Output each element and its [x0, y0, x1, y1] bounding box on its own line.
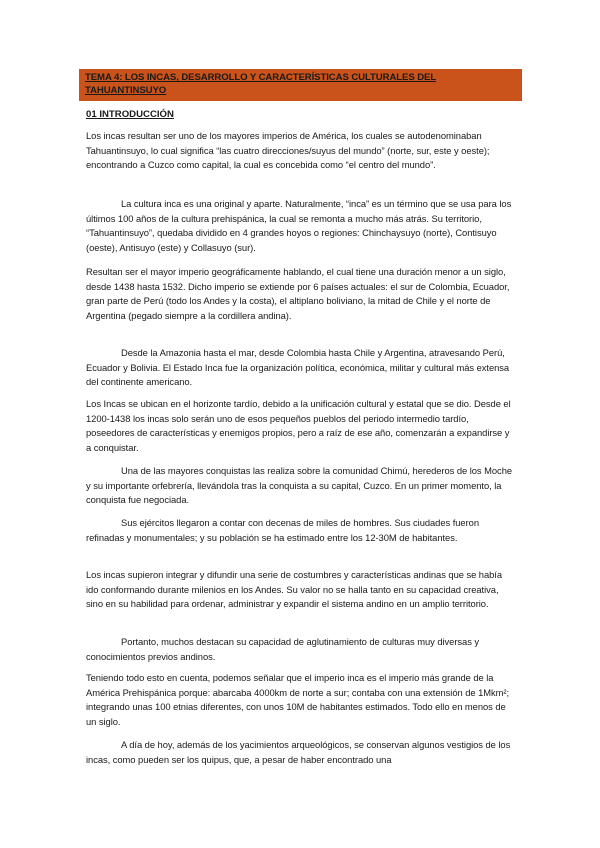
paragraph: Resultan ser el mayor imperio geográficamente hablando, el cual tiene una duración menor a un siglo, desde 1438 hasta 1532. Dicho imperio se extiende por 6 países actuales: el sur de Colombia, Ecuador, gran parte de Perú (todo los Andes y la costa), el altiplano boliviano, la mitad de Chile y el norte de Argentina (pegado siempre a la cordillera andina). [86, 266, 510, 321]
paragraph: Una de las mayores conquistas las realiza sobre la comunidad Chimú, herederos de los Moche y su importante orfebrería, llevándola tras la conquista a su capital, Cuzco. En un primer momento, la conquista fue negociada. [86, 465, 513, 505]
paragraph: A día de hoy, además de los yacimientos arqueológicos, se conservan algunos vestigios de los incas, como pueden ser los quipus, que, a pesar de haber encontrado una [86, 739, 511, 765]
paragraph: Sus ejércitos llegaron a contar con decenas de miles de hombres. Sus ciudades fueron refinadas y monumentales; y su población se ha estimado entre los 12-30M de habitantes. [86, 517, 479, 543]
paragraph: Los Incas se ubican en el horizonte tardío, debido a la unificación cultural y estatal que se dio. Desde el 1200-1438 los incas solo serán uno de esos pequeños pueblos del periodo intermedio tardío, poseedores de características y enemigos propios, pero a raíz de ese año, comenzarán a expandirse y a conquistar. [86, 398, 511, 453]
paragraph: Portanto, muchos destacan su capacidad de aglutinamiento de culturas muy diversas y conocimientos previos andinos. [86, 636, 480, 662]
paragraph: Los incas supieron integrar y difundir una serie de costumbres y características andinas que se había ido conformando durante milenios en los Andes. Su valor no se halla tanto en su capacidad creativa, sino en su habilidad para ordenar, administrar y expandir el sistema andino en un amplio territorio. [86, 569, 503, 609]
document-title: TEMA 4: LOS INCAS, DESARROLLO Y CARACTERÍSTICAS CULTURALES DEL TAHUANTINSUYO [85, 72, 437, 96]
title-banner [79, 69, 522, 101]
paragraph: Los incas resultan ser uno de los mayores imperios de América, los cuales se autodenominaban Tahuantinsuyo, lo cual significa “las cuatro direcciones/suyus del mundo” (norte, sur, este y oeste); encontrando a Cuzco como capital, la cual es concebida como “el centro del mundo”. [86, 130, 490, 170]
paragraph: Teniendo todo esto en cuenta, podemos señalar que el imperio inca es el imperio más grande de la América Prehispánica porque: abarcaba 4000km de norte a sur; contaba con una extensión de 1Mkm²; integrando unas 100 etnias diferentes, con unos 10M de habitantes estimados. Todo ello en menos de un siglo. [86, 672, 510, 727]
paragraph: Desde la Amazonia hasta el mar, desde Colombia hasta Chile y Argentina, atravesando Perú, Ecuador y Bolivia. El Estado Inca fue la organización política, económica, militar y cultural más extensa del continente americano. [86, 347, 510, 387]
paragraph: La cultura inca es una original y aparte. Naturalmente, “inca” es un término que se usa para los últimos 100 años de la cultura prehispánica, la cual se remonta a mucho más atrás. Su territorio, “Tahuantinsuyo”, quedaba dividido en 4 grandes hoyos o regiones: Chinchaysuyo (norte), Contisuyo (oeste), Antisuyo (este) y Collasuyo (sur). [86, 198, 512, 253]
section-heading: 01 INTRODUCCIÓN [86, 109, 174, 120]
